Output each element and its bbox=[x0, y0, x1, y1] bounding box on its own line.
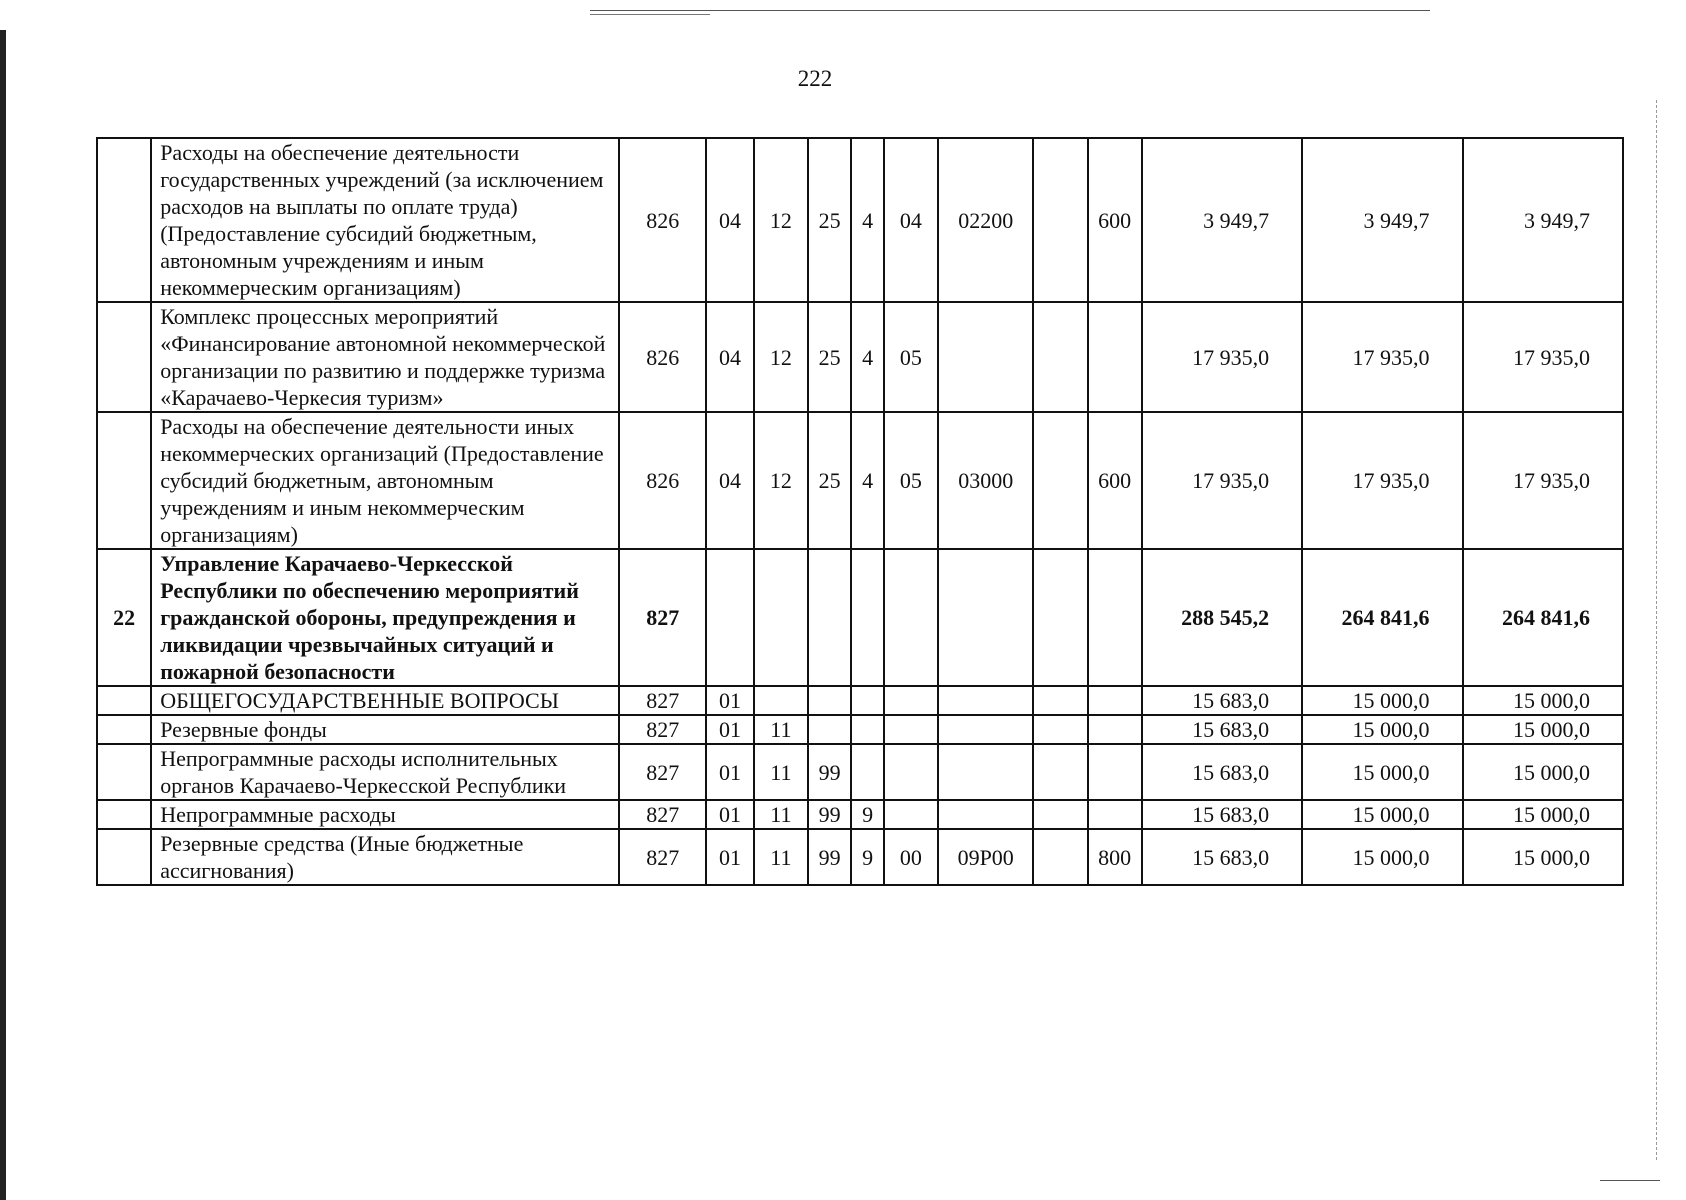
program-code-cell: 99 bbox=[808, 800, 851, 829]
amount-year2-cell: 15 000,0 bbox=[1302, 800, 1462, 829]
section-code-cell: 01 bbox=[706, 829, 754, 885]
row-number-cell bbox=[97, 800, 151, 829]
expense-type-cell bbox=[1088, 549, 1142, 686]
extra-code-cell bbox=[1033, 744, 1087, 800]
expense-type-cell bbox=[1088, 744, 1142, 800]
amount-year2-cell: 15 000,0 bbox=[1302, 715, 1462, 744]
program-code-cell bbox=[808, 549, 851, 686]
item-name-cell: Непрограммные расходы исполнительных органов Карачаево-Черкесской Республики bbox=[151, 744, 619, 800]
subsection-code-cell bbox=[754, 549, 808, 686]
table-row bbox=[97, 829, 1623, 885]
item-name-cell: Резервные средства (Иные бюджетные ассигнования) bbox=[151, 829, 619, 885]
row-number-cell bbox=[97, 138, 151, 302]
item-name-cell: Резервные фонды bbox=[151, 715, 619, 744]
subprogram-code-cell: 4 bbox=[851, 138, 884, 302]
amount-year1-cell: 17 935,0 bbox=[1142, 302, 1302, 412]
subsection-code-cell bbox=[754, 686, 808, 715]
expense-type-cell: 600 bbox=[1088, 138, 1142, 302]
direction-code-cell bbox=[938, 549, 1033, 686]
section-code-cell: 01 bbox=[706, 686, 754, 715]
section-code-cell: 04 bbox=[706, 138, 754, 302]
section-code-cell: 04 bbox=[706, 412, 754, 549]
table-row bbox=[97, 800, 1623, 829]
subprogram-code-cell: 9 bbox=[851, 800, 884, 829]
row-number-cell bbox=[97, 715, 151, 744]
table-row bbox=[97, 138, 1623, 302]
program-code-cell bbox=[808, 715, 851, 744]
item-name-cell: Непрограммные расходы bbox=[151, 800, 619, 829]
subprogram-code-cell bbox=[851, 744, 884, 800]
subprogram-code-cell: 4 bbox=[851, 302, 884, 412]
amount-year1-cell: 3 949,7 bbox=[1142, 138, 1302, 302]
top-rule-short bbox=[590, 14, 710, 15]
measure-code-cell bbox=[884, 744, 938, 800]
item-name-cell: Управление Карачаево-Черкесской Республики по обеспечению мероприятий гражданской обороны, предупреждения и ликвидации чрезвычайных ситуаций и пожарной безопасности bbox=[151, 549, 619, 686]
direction-code-cell bbox=[938, 800, 1033, 829]
section-code-cell bbox=[706, 549, 754, 686]
section-code-cell: 01 bbox=[706, 715, 754, 744]
extra-code-cell bbox=[1033, 138, 1087, 302]
extra-code-cell bbox=[1033, 686, 1087, 715]
subsection-code-cell: 11 bbox=[754, 715, 808, 744]
table-row bbox=[97, 549, 1623, 686]
table-row bbox=[97, 686, 1623, 715]
subprogram-code-cell: 4 bbox=[851, 412, 884, 549]
direction-code-cell bbox=[938, 686, 1033, 715]
dept-code-cell: 827 bbox=[619, 800, 706, 829]
top-rule bbox=[590, 10, 1430, 11]
extra-code-cell bbox=[1033, 800, 1087, 829]
subprogram-code-cell bbox=[851, 549, 884, 686]
table-body bbox=[97, 138, 1623, 885]
subsection-code-cell: 11 bbox=[754, 744, 808, 800]
amount-year2-cell: 17 935,0 bbox=[1302, 302, 1462, 412]
table-row bbox=[97, 302, 1623, 412]
subprogram-code-cell bbox=[851, 686, 884, 715]
direction-code-cell bbox=[938, 744, 1033, 800]
measure-code-cell: 05 bbox=[884, 412, 938, 549]
row-number-cell bbox=[97, 686, 151, 715]
amount-year1-cell: 17 935,0 bbox=[1142, 412, 1302, 549]
extra-code-cell bbox=[1033, 412, 1087, 549]
extra-code-cell bbox=[1033, 302, 1087, 412]
budget-table bbox=[96, 137, 1624, 886]
scan-corner-mark bbox=[1600, 1180, 1660, 1181]
amount-year3-cell: 3 949,7 bbox=[1463, 138, 1623, 302]
item-name-cell: Расходы на обеспечение деятельности государственных учреждений (за исключением расходов на выплаты по оплате труда) (Предоставление субсидий бюджетным, автономным учреждениям и иным некоммерческим организациям) bbox=[151, 138, 619, 302]
item-name-cell: ОБЩЕГОСУДАРСТВЕННЫЕ ВОПРОСЫ bbox=[151, 686, 619, 715]
amount-year3-cell: 15 000,0 bbox=[1463, 800, 1623, 829]
amount-year2-cell: 264 841,6 bbox=[1302, 549, 1462, 686]
table-row bbox=[97, 744, 1623, 800]
measure-code-cell bbox=[884, 686, 938, 715]
dept-code-cell: 826 bbox=[619, 138, 706, 302]
extra-code-cell bbox=[1033, 549, 1087, 686]
measure-code-cell: 04 bbox=[884, 138, 938, 302]
program-code-cell: 99 bbox=[808, 829, 851, 885]
measure-code-cell: 00 bbox=[884, 829, 938, 885]
subsection-code-cell: 12 bbox=[754, 412, 808, 549]
scan-edge-right bbox=[1656, 100, 1657, 1160]
program-code-cell: 99 bbox=[808, 744, 851, 800]
item-name-cell: Расходы на обеспечение деятельности иных некоммерческих организаций (Предоставление субсидий бюджетным, автономным учреждениям и иным некоммерческим организациям) bbox=[151, 412, 619, 549]
dept-code-cell: 827 bbox=[619, 686, 706, 715]
row-number-cell bbox=[97, 744, 151, 800]
amount-year3-cell: 15 000,0 bbox=[1463, 686, 1623, 715]
amount-year2-cell: 15 000,0 bbox=[1302, 829, 1462, 885]
amount-year1-cell: 15 683,0 bbox=[1142, 829, 1302, 885]
subsection-code-cell: 11 bbox=[754, 800, 808, 829]
section-code-cell: 04 bbox=[706, 302, 754, 412]
subsection-code-cell: 12 bbox=[754, 138, 808, 302]
program-code-cell: 25 bbox=[808, 412, 851, 549]
amount-year2-cell: 15 000,0 bbox=[1302, 744, 1462, 800]
dept-code-cell: 827 bbox=[619, 744, 706, 800]
amount-year3-cell: 17 935,0 bbox=[1463, 412, 1623, 549]
dept-code-cell: 826 bbox=[619, 412, 706, 549]
expense-type-cell bbox=[1088, 686, 1142, 715]
expense-type-cell bbox=[1088, 302, 1142, 412]
amount-year1-cell: 15 683,0 bbox=[1142, 744, 1302, 800]
direction-code-cell: 02200 bbox=[938, 138, 1033, 302]
extra-code-cell bbox=[1033, 829, 1087, 885]
amount-year1-cell: 288 545,2 bbox=[1142, 549, 1302, 686]
amount-year3-cell: 17 935,0 bbox=[1463, 302, 1623, 412]
direction-code-cell bbox=[938, 715, 1033, 744]
measure-code-cell bbox=[884, 715, 938, 744]
dept-code-cell: 827 bbox=[619, 829, 706, 885]
section-code-cell: 01 bbox=[706, 744, 754, 800]
program-code-cell: 25 bbox=[808, 138, 851, 302]
row-number-cell: 22 bbox=[97, 549, 151, 686]
amount-year1-cell: 15 683,0 bbox=[1142, 715, 1302, 744]
table-row bbox=[97, 412, 1623, 549]
dept-code-cell: 826 bbox=[619, 302, 706, 412]
page-number: 222 bbox=[797, 66, 833, 91]
row-number-cell bbox=[97, 302, 151, 412]
expense-type-cell bbox=[1088, 715, 1142, 744]
amount-year1-cell: 15 683,0 bbox=[1142, 800, 1302, 829]
program-code-cell bbox=[808, 686, 851, 715]
row-number-cell bbox=[97, 412, 151, 549]
amount-year3-cell: 15 000,0 bbox=[1463, 715, 1623, 744]
expense-type-cell: 600 bbox=[1088, 412, 1142, 549]
scan-edge-left bbox=[0, 30, 6, 1200]
subsection-code-cell: 12 bbox=[754, 302, 808, 412]
amount-year3-cell: 15 000,0 bbox=[1463, 829, 1623, 885]
amount-year3-cell: 15 000,0 bbox=[1463, 744, 1623, 800]
extra-code-cell bbox=[1033, 715, 1087, 744]
expense-type-cell: 800 bbox=[1088, 829, 1142, 885]
program-code-cell: 25 bbox=[808, 302, 851, 412]
subsection-code-cell: 11 bbox=[754, 829, 808, 885]
measure-code-cell: 05 bbox=[884, 302, 938, 412]
amount-year2-cell: 17 935,0 bbox=[1302, 412, 1462, 549]
dept-code-cell: 827 bbox=[619, 549, 706, 686]
row-number-cell bbox=[97, 829, 151, 885]
section-code-cell: 01 bbox=[706, 800, 754, 829]
dept-code-cell: 827 bbox=[619, 715, 706, 744]
direction-code-cell: 03000 bbox=[938, 412, 1033, 549]
measure-code-cell bbox=[884, 800, 938, 829]
amount-year1-cell: 15 683,0 bbox=[1142, 686, 1302, 715]
item-name-cell: Комплекс процессных мероприятий «Финансирование автономной некоммерческой организации по развитию и поддержке туризма «Карачаево-Черкесия туризм» bbox=[151, 302, 619, 412]
subprogram-code-cell bbox=[851, 715, 884, 744]
table-row bbox=[97, 715, 1623, 744]
direction-code-cell: 09Р00 bbox=[938, 829, 1033, 885]
measure-code-cell bbox=[884, 549, 938, 686]
direction-code-cell bbox=[938, 302, 1033, 412]
subprogram-code-cell: 9 bbox=[851, 829, 884, 885]
expense-type-cell bbox=[1088, 800, 1142, 829]
amount-year2-cell: 3 949,7 bbox=[1302, 138, 1462, 302]
amount-year3-cell: 264 841,6 bbox=[1463, 549, 1623, 686]
amount-year2-cell: 15 000,0 bbox=[1302, 686, 1462, 715]
